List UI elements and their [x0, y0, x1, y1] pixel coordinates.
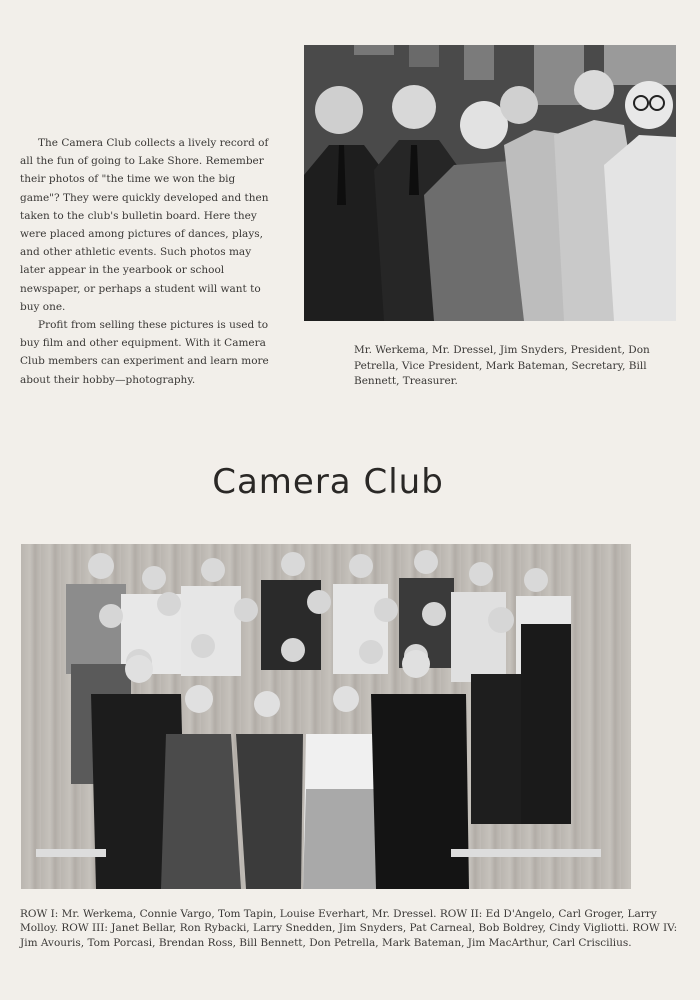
group-caption: ROW I: Mr. Werkema, Connie Vargo, Tom Tapin, Louise Everhart, Mr. Dressel. ROW II: Ed D'Angelo, Carl Groger, Larry Molloy. ROW III: Janet Bellar, Ron Rybacki, Larry Snedden, Jim Snyders, Pat Carneal, Bob Boldrey, Cindy Vigliotti. ROW IV: Jim Avouris, Tom Porcasi, Brendan Ross, Bill Bennett, Don Petrella, Mark Bateman, Jim MacArthur, Carl Criscilius. — [20, 908, 678, 949]
officers-caption: Mr. Werkema, Mr. Dressel, Jim Snyders, President, Don Petrella, Vice President, Mark Bateman, Secretary, Bill Bennett, Treasurer. — [354, 344, 650, 387]
intro-text — [20, 134, 270, 389]
intro-paragraph: The Camera Club collects a lively record of all the fun of going to Lake Shore. Remember their photos of "the time we won the big game"? They were quickly developed and then taken to the club's bulletin board. Here they were placed among pictures of dances, plays, and other athletic events. Such photos may later appear in the yearbook or school newspaper, or perhaps a student will want to buy one. — [20, 137, 269, 313]
officers-photo — [304, 45, 676, 321]
intro-paragraph: Profit from selling these pictures is used to buy film and other equipment. With it Camera Club members can experiment and learn more about their hobby—photography. — [20, 319, 269, 386]
page-title: Camera Club — [212, 462, 444, 502]
group-photo — [21, 544, 631, 889]
